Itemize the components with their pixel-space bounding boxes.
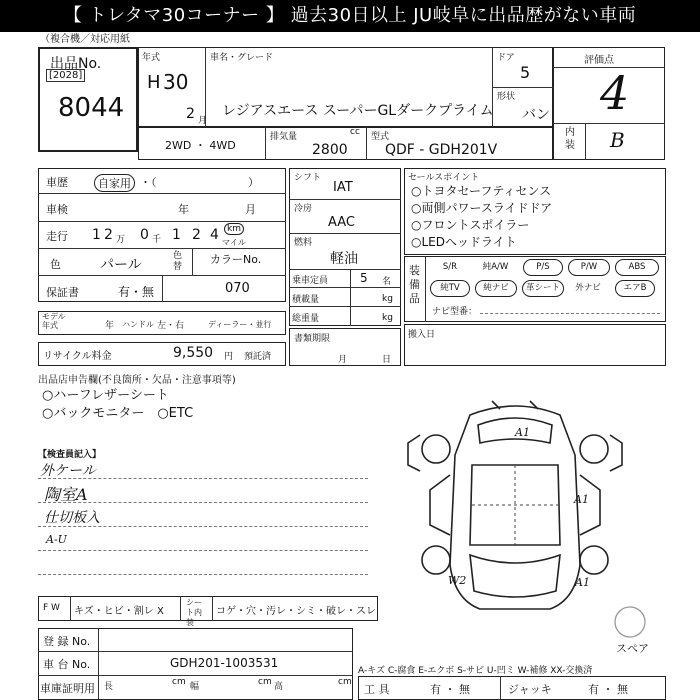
cert-cm-2: cm — [258, 677, 272, 687]
equip-navi: 純ナビ — [475, 280, 517, 297]
inspector-line-1: 外ケール — [40, 463, 96, 479]
shaken-year: 年 — [178, 203, 189, 216]
equip-ext-navi: 外ナビ — [575, 283, 601, 293]
damage-legend: A-キズ C-腐食 E-エクボ S-サビ U-凹ミ W-補修 XX-交換済 — [358, 666, 593, 676]
mileage-mile: マイル — [222, 238, 246, 247]
drive-value: 2WD ・ 4WD — [165, 139, 236, 152]
navi-model: ナビ型番： — [432, 307, 478, 317]
warranty-label: 保証書 — [46, 286, 79, 299]
sales-point-1: ○トヨタセーフティセンス — [411, 184, 552, 198]
spare-label: スペア — [616, 642, 649, 655]
doors-value: 5 — [520, 63, 531, 82]
mileage-sen: 千 — [152, 235, 162, 245]
mileage-label: 走行 — [46, 230, 68, 243]
inspector-line-4: A-U — [46, 533, 67, 546]
mileage-d6: 4 — [210, 227, 219, 243]
mileage-km: km — [224, 223, 244, 235]
exhibitor-notes-label: 出品店申告欄(不良箇所・欠品・注意事項等) — [38, 375, 236, 386]
jack-label: ジャッキ — [508, 683, 552, 696]
cert-height: 高 — [274, 682, 284, 692]
year-era: H — [147, 72, 161, 93]
shape-value: バン — [522, 107, 550, 123]
mileage-d5: 2 — [192, 227, 201, 243]
cert-length: 長 — [104, 682, 114, 692]
mileage-d2: 2 — [104, 227, 113, 243]
aircon-value: AAC — [328, 215, 355, 230]
diagram-mark-3: W2 — [448, 574, 467, 587]
model-year-handle: ハンドル — [122, 320, 154, 329]
recycle-note: 預託済 — [244, 352, 272, 362]
inspector-line-2: 陶室A — [44, 485, 88, 504]
gross-label: 総重量 — [292, 314, 320, 324]
year-value: 30 — [163, 70, 189, 94]
diagram-mark-4: A1 — [575, 576, 590, 589]
sales-point-2: ○両側パワースライドドア — [411, 201, 553, 215]
color-value: パール — [100, 257, 142, 273]
sales-points-label: セールスポイント — [408, 173, 480, 183]
model-label: 車名・グレード — [210, 53, 274, 63]
equip-tv: 純TV — [430, 280, 470, 297]
reg-no-label: 登 録 No. — [43, 635, 91, 648]
type-label: 型式 — [371, 132, 390, 142]
lot-label: 出品No. — [50, 56, 102, 72]
model-value: レジアスエース スーパーGLダークプライム — [222, 103, 494, 119]
reki-suffix: ・（ — [140, 176, 157, 189]
shaken-month: 月 — [245, 203, 256, 216]
equip-airbag: エアB — [615, 280, 655, 297]
equip-pw: P/W — [568, 259, 610, 276]
color-no-label: カラーNo. — [210, 253, 262, 266]
color-no-value: 070 — [225, 281, 250, 296]
inspector-line-3: 仕切板入 — [44, 510, 100, 526]
docs-deadline-label: 書類期限 — [294, 334, 331, 344]
capacity-label: 乗車定員 — [292, 276, 329, 286]
gross-unit: kg — [382, 313, 393, 323]
banner: 【 トレタマ30コーナー 】 過去30日以上 JU岐阜に出品歴がない車両 — [0, 0, 700, 32]
sales-point-3: ○フロントスポイラー — [411, 218, 530, 232]
model-year-label: モデル年式 — [42, 312, 66, 330]
fw-label: F W — [43, 603, 60, 613]
tools-value: 有 ・ 無 — [430, 683, 470, 696]
interior-value: B — [610, 128, 625, 152]
seat-marks: コゲ・穴・汚レ・シミ・破レ・スレ — [216, 606, 376, 617]
reki-close: ） — [248, 176, 259, 189]
exhibitor-note-2: ○バックモニター ○ETC — [42, 406, 194, 421]
cert-cm-3: cm — [338, 677, 352, 687]
equip-abs: ABS — [615, 259, 659, 276]
shift-label: シフト — [294, 173, 322, 183]
diagram-mark-1: A1 — [515, 426, 530, 439]
displacement-unit: cc — [350, 127, 360, 137]
reki-value: 自家用 — [94, 174, 135, 192]
color-label: 色 — [50, 258, 61, 271]
doors-label: ドア — [497, 53, 515, 63]
color-change: 色替 — [173, 251, 183, 272]
cert-width: 幅 — [190, 682, 200, 692]
mileage-d1: 1 — [92, 227, 101, 243]
model-year-lr: 左・右 — [157, 321, 185, 331]
mileage-d3: 0 — [140, 227, 149, 243]
exhibitor-note-1: ○ハーフレザーシート — [42, 388, 169, 403]
sales-point-4: ○LEDヘッドライト — [411, 235, 517, 249]
fuel-value: 軽油 — [330, 251, 358, 267]
import-date-box — [404, 324, 666, 366]
equip-aw: 純A/W — [482, 262, 509, 272]
cert-label: 車庫証明用 — [40, 682, 95, 695]
warranty-value: 有・無 — [118, 285, 155, 299]
diagram-mark-2: A1 — [574, 493, 589, 506]
inspector-label: 【検査員記入】 — [38, 450, 102, 460]
import-date-label: 搬入日 — [408, 330, 436, 340]
lot-box — [38, 47, 138, 152]
shaken-label: 車検 — [46, 203, 68, 216]
score-label: 評価点 — [584, 55, 614, 66]
recycle-label: リサイクル料金 — [43, 351, 112, 362]
fw-marks: キズ・ヒビ・割レ X — [74, 606, 164, 617]
displacement-value: 2800 — [312, 142, 348, 158]
seat-label: シート内装 — [186, 598, 202, 627]
model-year-dealer: ディーラー・並行 — [208, 320, 272, 329]
top-note: （複合機／対応用紙 — [40, 34, 130, 45]
load-label: 積載量 — [292, 295, 320, 305]
equip-sr: S/R — [442, 262, 458, 272]
type-value: QDF - GDH201V — [385, 142, 498, 158]
model-year-year: 年 — [105, 321, 115, 331]
year-month: 2 — [186, 106, 195, 122]
jack-value: 有 ・ 無 — [588, 683, 628, 696]
equip-leather: 革シート — [522, 280, 564, 297]
cert-cm-1: cm — [172, 677, 186, 687]
shift-value: IAT — [333, 180, 353, 195]
year-label: 年式 — [142, 53, 161, 63]
spare-tire-icon — [613, 605, 647, 639]
interior-label: 内装 — [565, 127, 575, 151]
equipment-label: 装備品 — [409, 264, 420, 305]
mileage-d4: 1 — [172, 227, 181, 243]
docs-deadline-day: 日 — [382, 355, 392, 365]
shape-label: 形状 — [497, 92, 516, 102]
capacity-value: 5 — [360, 271, 368, 285]
chassis-value: GDH201-1003531 — [170, 656, 279, 670]
tools-label: 工 具 — [364, 683, 390, 696]
aircon-label: 冷房 — [294, 204, 313, 214]
recycle-value: 9,550 — [173, 345, 214, 361]
mileage-man: 万 — [116, 235, 126, 245]
load-unit: kg — [382, 294, 393, 304]
score-value: 4 — [600, 66, 630, 120]
lot-number: 8044 — [58, 93, 125, 123]
recycle-unit: 円 — [224, 352, 234, 362]
chassis-label: 車 台 No. — [43, 658, 91, 671]
fuel-label: 燃料 — [294, 238, 313, 248]
year-month-unit: 月 — [198, 116, 208, 126]
equip-ps: P/S — [523, 259, 563, 276]
docs-deadline-month: 月 — [338, 355, 348, 365]
displacement-label: 排気量 — [270, 132, 298, 142]
reki-label: 車歴 — [46, 176, 68, 189]
capacity-unit: 名 — [382, 277, 392, 287]
lot-stamp: [2028] — [46, 69, 85, 82]
